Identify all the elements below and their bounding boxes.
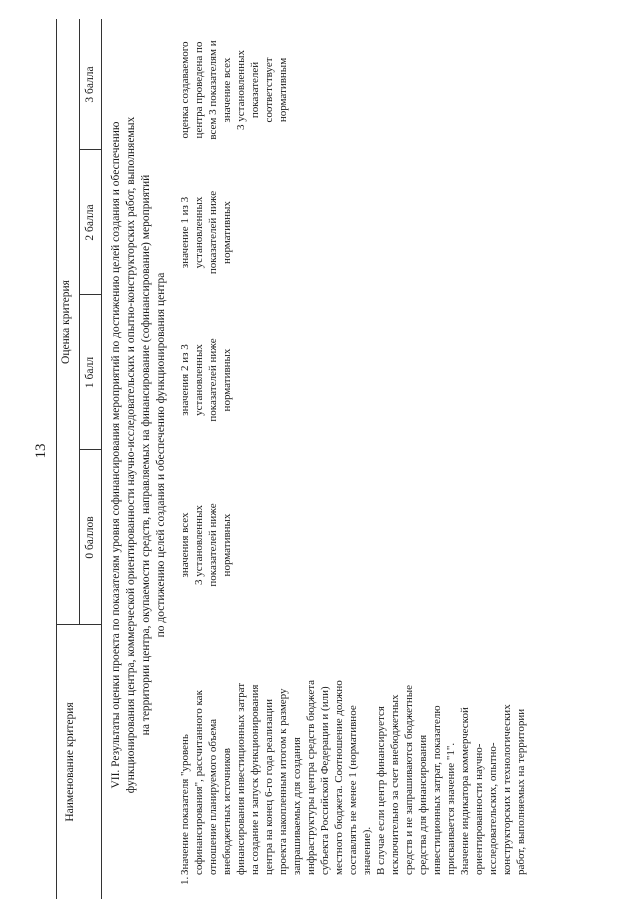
criterion-name-header: Наименование критерия — [64, 702, 76, 822]
criterion-description: Значение показателя "уровень софинансирования", рассчитанного как отношение планируемого объема внебюджетных источников финансирования инвестиционных затрат на создание и запуск функционирования центра на конец 6-го года реализации проекта накопленным итогом к размеру запрашиваемых для создания инфраструктуры центра средств бюджета субъекта Российской Федерации и (или) местного бюджета. Соотношение должно составлять не менее 1 (нормативное значение). В случае если центр финансируется исключительно за счет внебюджетных средств и не запрашиваются бюджетные средства для финансирования инвестиционных затрат, показателю присваивается значение "1". Значение индикатора коммерческой ориентированности научно- исследовательских, опытно- конструкторских и технологических работ, выполняемых на территории — [179, 679, 527, 875]
row-number: 1. — [179, 876, 191, 885]
score-0-description: значения всех 3 установленных показателей ниже нормативных — [179, 503, 233, 587]
score-1-description: значения 2 из 3 установленных показателей ниже нормативных — [179, 338, 233, 422]
score-2-header: 2 балла — [84, 204, 96, 241]
score-header-divider — [79, 19, 80, 625]
table-top-border — [56, 19, 57, 899]
score-2-description: значение 1 из 3 установленных показателей ниже нормативных — [179, 190, 233, 275]
section-title: VII. Результаты оценки проекта по показателям уровня софинансирования мероприятий по достижению целей создания и обеспечению функционирования центра, коммерческой ориентированности научно-исследовательских и опытно-конструкторских работ, выполняемых на территории центра, окупаемости средств, направляемых на финансирование (софинансирование) мероприятий по достижению целей создания и обеспечению функционирования центра — [110, 116, 167, 794]
score-3-description: оценка создаваемого центра проведена по всем 3 показателям и значение всех 3 установленных показателей соответствует нормативным — [179, 40, 289, 140]
criterion-score-header: Оценка критерия — [60, 280, 72, 364]
score-3-header: 3 балла — [84, 66, 96, 103]
score-0-header: 0 баллов — [84, 516, 96, 559]
page-number: 13 — [33, 443, 49, 459]
score-1-header: 1 балл — [84, 356, 96, 389]
header-bottom-border — [101, 19, 102, 899]
